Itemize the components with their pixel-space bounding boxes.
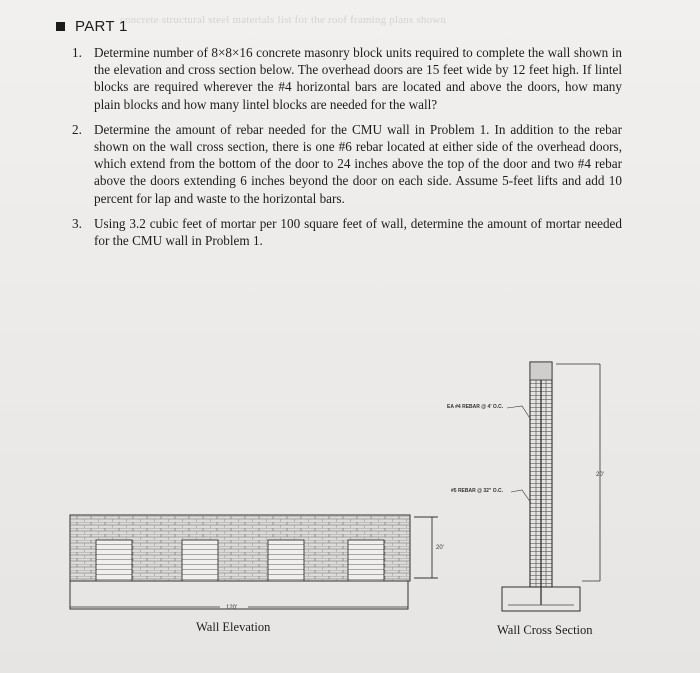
leader-line: [511, 490, 531, 503]
problem-number: 1.: [72, 45, 82, 60]
overhead-door: [96, 540, 132, 581]
overhead-door: [182, 540, 218, 581]
cross-section-drawing: [447, 362, 604, 611]
problem-number: 3.: [72, 215, 82, 231]
part-title: PART 1: [75, 18, 128, 35]
elevation-width-dimension: [70, 605, 408, 611]
overhead-door: [268, 540, 304, 581]
wall-cross-section-caption: Wall Cross Section: [497, 623, 593, 637]
problem-number: 2.: [72, 121, 82, 137]
horizontal-rebar-label: EA #4 REBAR @ 4' O.C.: [447, 404, 504, 410]
elevation-width-label: 120': [226, 605, 238, 611]
vertical-rebar-label: #5 REBAR @ 32" O.C.: [451, 488, 503, 494]
leader-line: [507, 406, 531, 420]
bleed-through-text: concrete structural steel materials list for the roof framing plans shown: [120, 14, 447, 26]
problem-text: Determine the amount of rebar needed for the CMU wall in Problem 1. In addition to the rebar shown on the wall cross section, there is one #6 rebar located at either side of the overhead doors, which extend from the bottom of the door to 24 inches above the top of the door and two #4 rebar above the doors extending 6 inches beyond the door on each side. Assume 5-feet lifts and add 10 percent for lap and waste to the horizontal bars.: [94, 121, 622, 206]
section-height-label: 20': [596, 472, 604, 478]
bond-beam: [530, 362, 552, 380]
problem-text: Determine number of 8×8×16 concrete masonry block units required to complete the wall shown in the elevation and cross section below. The overhead doors are 15 feet wide by 12 feet high. If lintel blocks are required wherever the #4 horizontal bars are located and above the doors, how many plain blocks and how many lintel blocks are needed for the wall?: [94, 45, 622, 112]
elevation-footing: [70, 581, 408, 609]
problem-text: Using 3.2 cubic feet of mortar per 100 square feet of wall, determine the amount of mortar needed for the CMU wall in Problem 1.: [94, 215, 622, 249]
wall-elevation-caption: Wall Elevation: [196, 620, 271, 634]
overhead-door: [348, 540, 384, 581]
section-height-dimension: [556, 364, 600, 581]
elevation-height-label: 20': [436, 545, 444, 551]
elevation-height-dimension: [414, 517, 444, 578]
